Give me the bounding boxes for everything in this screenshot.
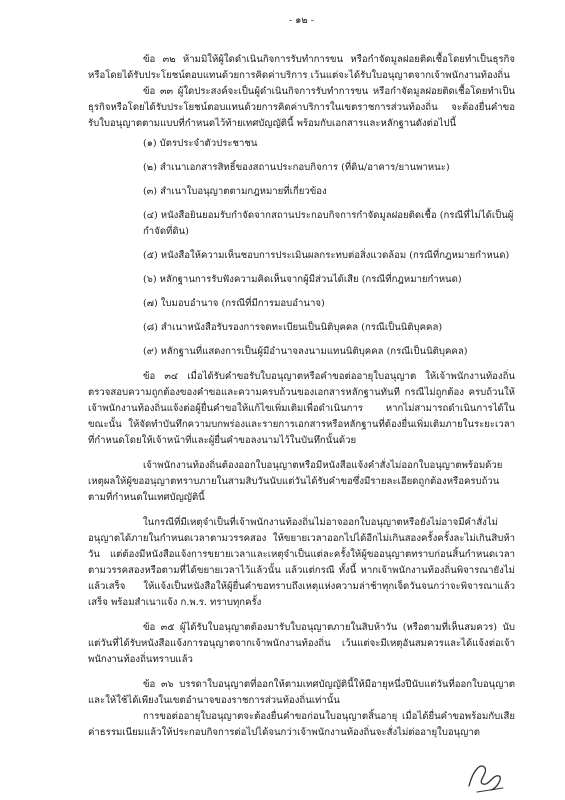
list-item: (๘) สำเนาหนังสือรับรองการจดทะเบียนเป็นนิติบุคคล (กรณีเป็นนิติบุคคล)	[143, 322, 443, 333]
list-item: (๗) ใบมอบอำนาจ (กรณีที่มีการมอบอำนาจ)	[143, 298, 325, 309]
list-item: (๑) บัตรประจำตัวประชาชน	[143, 138, 258, 149]
list-item: (๒) สำเนาเอกสารสิทธิ์ของสถานประกอบกิจการ (ที่ดิน/อาคาร/ยานพาหนะ)	[143, 162, 450, 173]
section-34-p2: เจ้าพนักงานท้องถิ่นต้องออกใบอนุญาตหรือมีหนังสือแจ้งคำสั่งไม่ออกใบอนุญาตพร้อมด้วยเหตุผลให้ผู้ขออนุญาตทราบภายในสามสิบวันนับแต่วันได้รับคำขอซึ่งมีรายละเอียดถูกต้องหรือครบถ้วนตามที่กำหนดในเทศบัญญัตินี้	[88, 460, 503, 503]
list-item: (๙) หลักฐานที่แสดงการเป็นผู้มีอำนาจลงนามแทนนิติบุคคล (กรณีเป็นนิติบุคคล)	[143, 346, 468, 357]
document-list	[88, 136, 515, 360]
section-35: ข้อ ๓๕ ผู้ได้รับใบอนุญาตต้องมารับใบอนุญาตภายในสิบห้าวัน (หรือตามที่เห็นสมควร) นับแต่วันที่ได้รับหนังสือแจ้งการอนุญาตจากเจ้าพนักงานท้องถิ่น เว้นแต่จะมีเหตุอันสมควรและได้แจ้งต่อเจ้าพนักงานท้องถิ่นทราบแล้ว	[88, 622, 515, 665]
section-32: ข้อ ๓๒ ห้ามมิให้ผู้ใดดำเนินกิจการรับทำการขน หรือกำจัดมูลฝอยติดเชื้อโดยทำเป็นธุรกิจหรือโดยได้รับประโยชน์ตอบแทนด้วยการคิดค่าบริการ เว้นแต่จะได้รับใบอนุญาตจากเจ้าพนักงานท้องถิ่น	[88, 54, 515, 81]
section-34-p3: ในกรณีที่มีเหตุจำเป็นที่เจ้าพนักงานท้องถิ่นไม่อาจออกใบอนุญาตหรือยังไม่อาจมีคำสั่งไม่อนุญาตได้ภายในกำหนดเวลาตามวรรคสอง ให้ขยายเวลาออกไปได้อีกไม่เกินสองครั้งครั้งละไม่เกินสิบห้าวัน แต่ต้องมีหนังสือแจ้งการขยายเวลาและเหตุจำเป็นแต่ละครั้งให้ผู้ขออนุญาตทราบก่อนสิ้นกำหนดเวลาตามวรรคสองหรือตามที่ได้ขยายเวลาไว้แล้วนั้น แล้วแต่กรณี ทั้งนี้ หากเจ้าพนักงานท้องถิ่นพิจารณายังไม่แล้วเสร็จ ให้แจ้งเป็นหนังสือให้ผู้ยื่นคำขอทราบถึงเหตุแห่งความล่าช้าทุกเจ็ดวันจนกว่าจะพิจารณาแล้วเสร็จ พร้อมสำเนาแจ้ง ก.พ.ร. ทราบทุกครั้ง	[88, 517, 515, 608]
section-33: ข้อ ๓๓ ผู้ใดประสงค์จะเป็นผู้ดำเนินกิจการรับทำการขน หรือกำจัดมูลฝอยติดเชื้อโดยทำเป็นธุรกิจหรือโดยได้รับประโยชน์ตอบแทนด้วยการคิดค่าบริการในเขตราชการส่วนท้องถิ่น จะต้องยื่นคำขอรับใบอนุญาตตามแบบที่กำหนดไว้ท้ายเทศบัญญัตินี้ พร้อมกับเอกสารและหลักฐานดังต่อไปนี้	[88, 86, 515, 129]
section-36-p2: การขอต่ออายุใบอนุญาตจะต้องยื่นคำขอก่อนใบอนุญาตสิ้นอายุ เมื่อได้ยื่นคำขอพร้อมกับเสียค่าธรรมเนียมแล้วให้ประกอบกิจการต่อไปได้จนกว่าเจ้าพนักงานท้องถิ่นจะสั่งไม่ต่ออายุใบอนุญาต	[88, 711, 515, 738]
page-number: - ๑๒ -	[289, 15, 314, 26]
signature-mark	[463, 752, 507, 796]
list-item: (๕) หนังสือให้ความเห็นชอบการประเมินผลกระทบต่อสิ่งแวดล้อม (กรณีที่กฎหมายกำหนด)	[143, 250, 510, 261]
list-item: (๖) หลักฐานการรับฟังความคิดเห็นจากผู้มีส่วนได้เสีย (กรณีที่กฎหมายกำหนด)	[143, 274, 462, 285]
list-item: (๔) หนังสือยินยอมรับกำจัดจากสถานประกอบกิจการกำจัดมูลฝอยติดเชื้อ (กรณีที่ไม่ได้เป็นผู้กำจัดที่ดิน)	[143, 210, 514, 237]
section-34-p1: ข้อ ๓๔ เมื่อได้รับคำขอรับใบอนุญาตหรือคำขอต่ออายุใบอนุญาต ให้เจ้าพนักงานท้องถิ่นตรวจสอบความถูกต้องของคำขอและความครบถ้วนของเอกสารหลักฐานทันที กรณีไม่ถูกต้อง ครบถ้วนให้เจ้าพนักงานท้องถิ่นแจ้งต่อผู้ยื่นคำขอให้แก้ไขเพิ่มเติมเพื่อดำเนินการ หากไม่สามารถดำเนินการได้ในขณะนั้น ให้จัดทำบันทึกความบกพร่องและรายการเอกสารหรือหลักฐานที่ต้องยื่นเพิ่มเติมภายในระยะเวลาที่กำหนดโดยให้เจ้าหน้าที่และผู้ยื่นคำขอลงนามไว้ในบันทึกนั้นด้วย	[88, 371, 515, 446]
list-item: (๓) สำเนาใบอนุญาตตามกฎหมายที่เกี่ยวข้อง	[143, 186, 327, 197]
section-36-p1: ข้อ ๓๖ บรรดาใบอนุญาตที่ออกให้ตามเทศบัญญัตินี้ให้มีอายุหนึ่งปีนับแต่วันที่ออกใบอนุญาตและให้ใช้ได้เพียงในเขตอำนาจของราชการส่วนท้องถิ่นเท่านั้น	[88, 679, 515, 706]
